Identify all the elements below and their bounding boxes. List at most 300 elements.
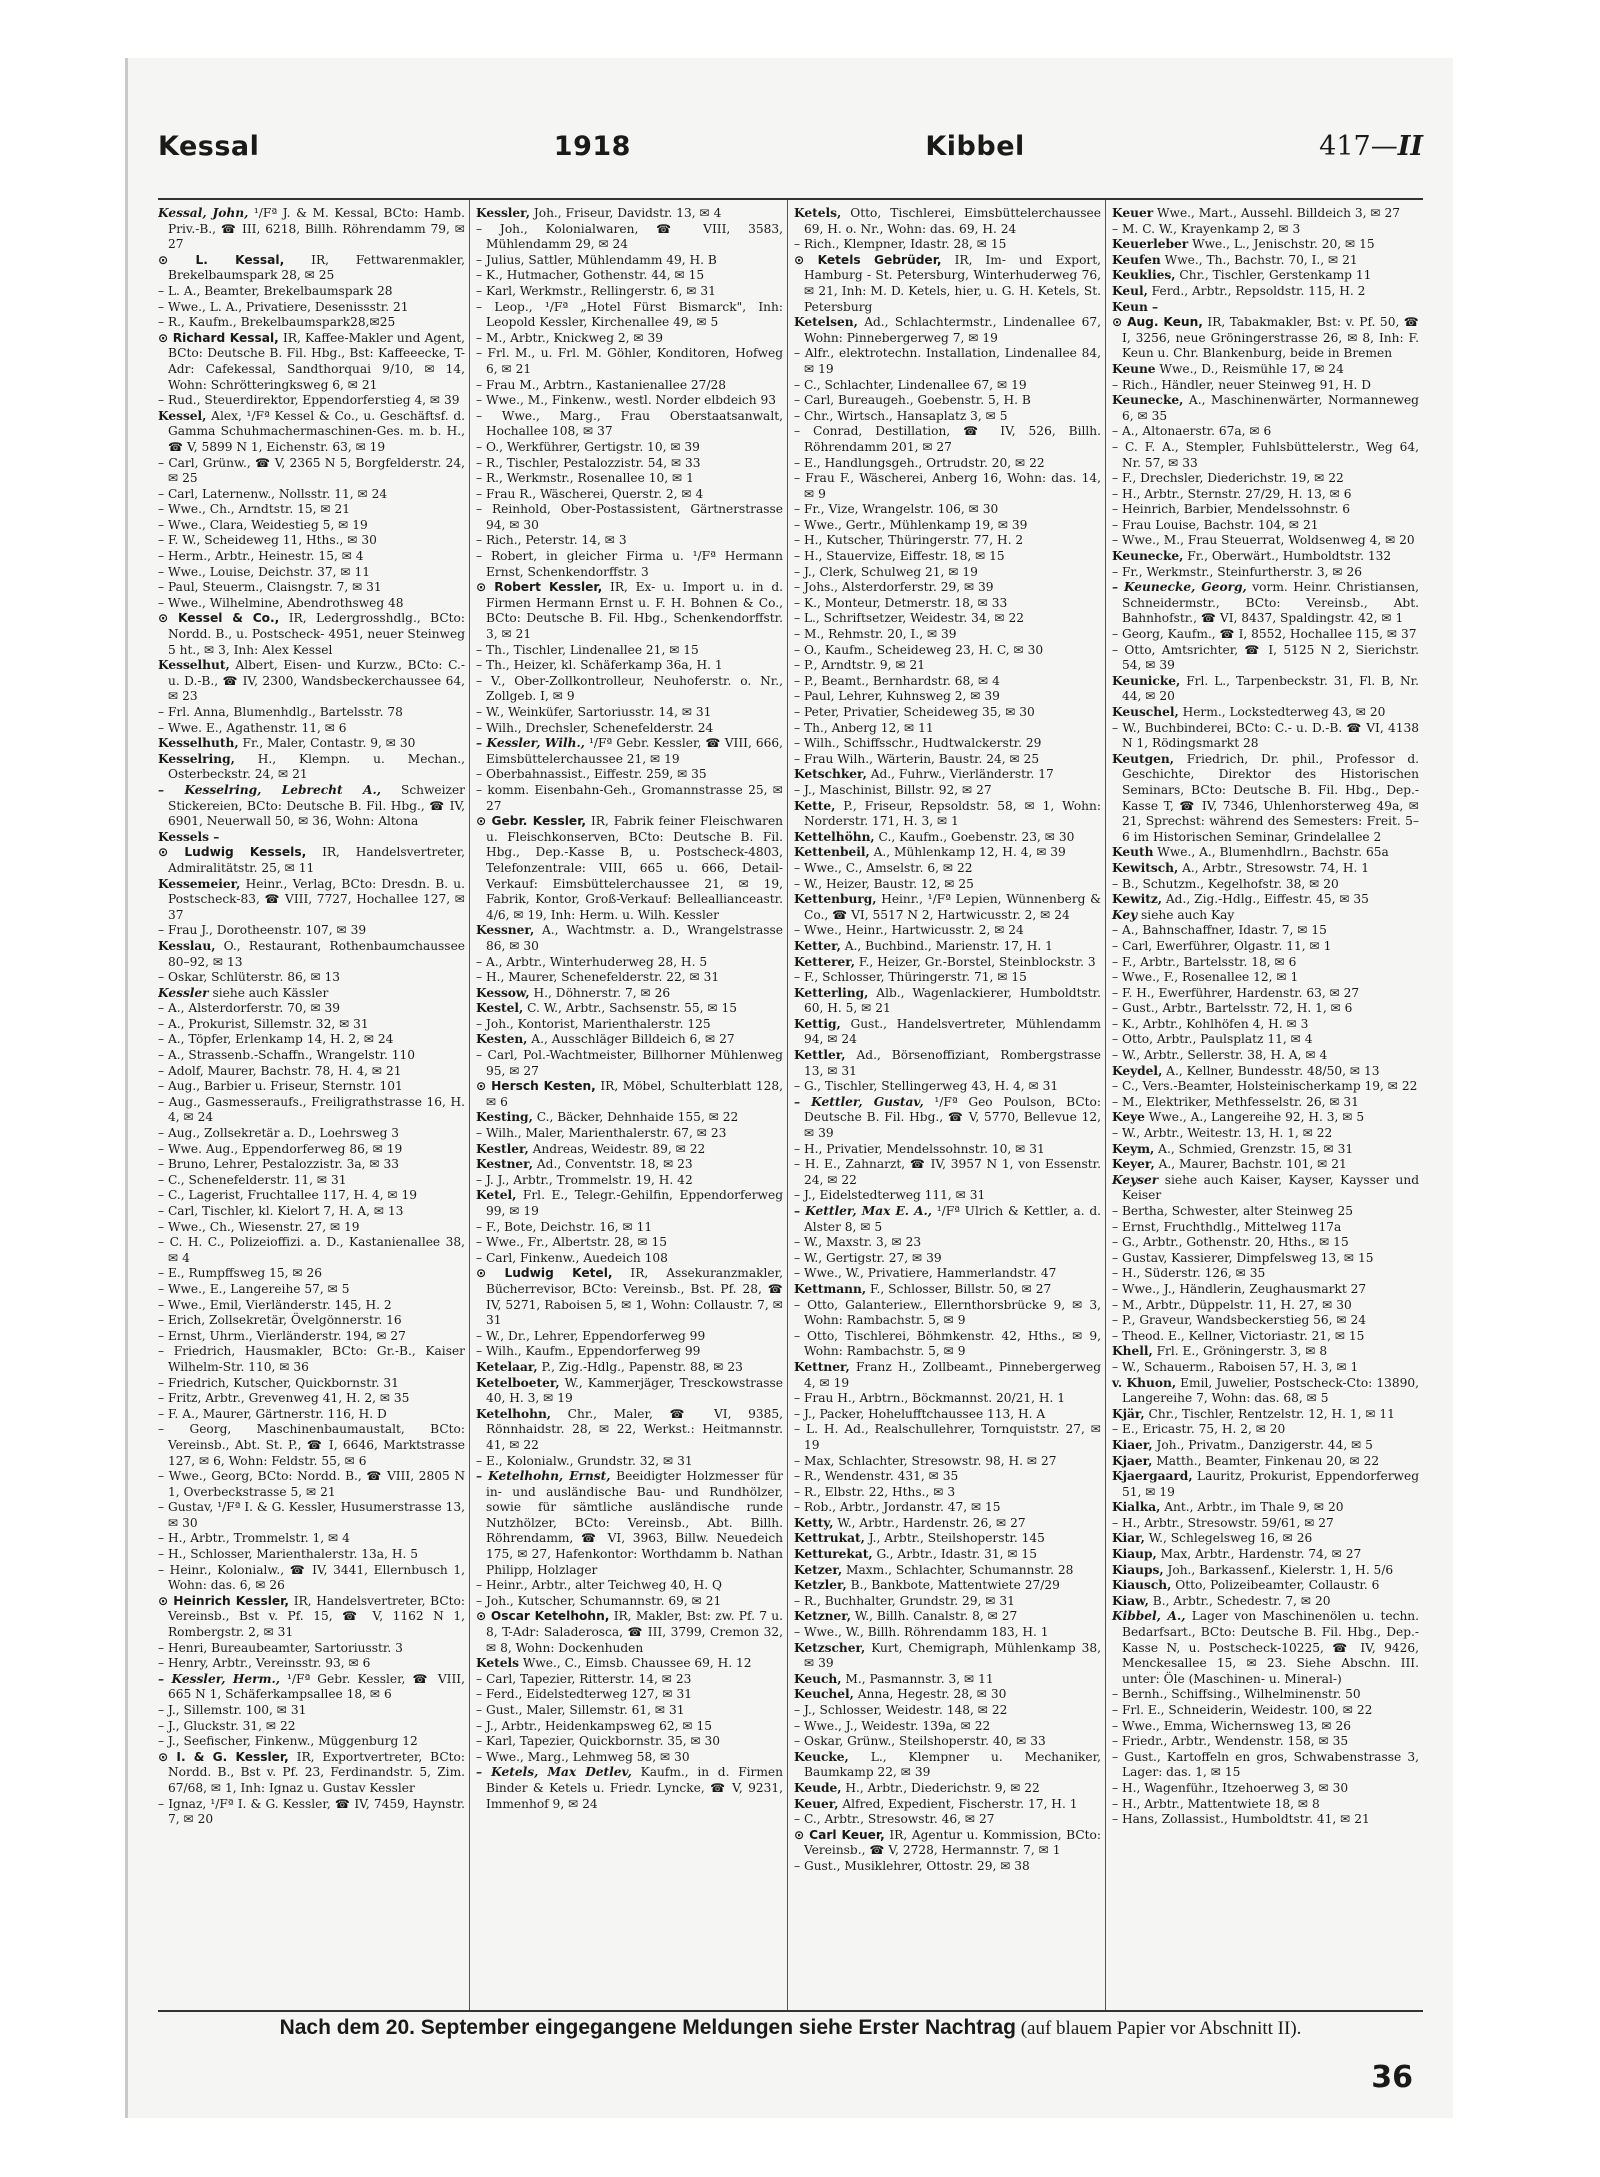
entry-details: – H., Arbtr., Trommelstr. 1, ✉ 4 [158, 1531, 350, 1546]
directory-entry [794, 892, 1101, 923]
directory-entry [476, 549, 783, 580]
directory-entry [794, 315, 1101, 346]
entry-details: – Wwe., Clara, Weidestieg 5, ✉ 19 [158, 517, 368, 532]
entry-name: Kesselring, [158, 751, 235, 766]
entry-details: – H., Maurer, Schenefelderstr. 22, ✉ 31 [476, 970, 720, 985]
entry-details: Alb., Wagenlackierer, Humboldtstr. 60, H. 5, ✉ 21 [804, 985, 1101, 1016]
directory-entry [794, 1298, 1101, 1329]
directory-entry [476, 1594, 783, 1610]
entry-details: IR, Handelsvertreter, BCto: Vereinsb., Bst v. Pf. 15, ☎ V, 1162 N 1, Rombergstr. 2, ✉ 31 [168, 1593, 466, 1640]
entry-details: – P., Arndtstr. 9, ✉ 21 [794, 658, 925, 673]
directory-entry [158, 487, 465, 503]
entry-details: – Otto, Galanteriew., Ellernthorsbrücke 9, ✉ 3, Wohn: Rambachstr. 5, ✉ 9 [794, 1297, 1101, 1328]
entry-name: Kesslau, [158, 938, 216, 953]
directory-entry [476, 1017, 783, 1033]
directory-entry [1112, 580, 1419, 627]
entry-details: – M., Arbtr., Knickweg 2, ✉ 39 [476, 330, 663, 345]
directory-entry [1112, 1750, 1419, 1781]
directory-entry [476, 1001, 783, 1017]
directory-entry [794, 845, 1101, 861]
entry-details: Wwe., Mart., Aussehl. Billdeich 3, ✉ 27 [1153, 206, 1400, 220]
directory-entry [476, 1126, 783, 1142]
directory-entry [158, 502, 465, 518]
directory-entry [158, 1188, 465, 1204]
entry-details: – L., Schriftsetzer, Weidestr. 34, ✉ 22 [794, 611, 1024, 626]
directory-entry [1112, 1438, 1419, 1454]
directory-entry [158, 1500, 465, 1531]
entry-name: Keude, [794, 1780, 842, 1795]
entry-details: – Gust., Maler, Sillemstr. 61, ✉ 31 [476, 1703, 685, 1717]
directory-entry [794, 830, 1101, 846]
directory-entry [794, 1469, 1101, 1485]
entry-details: Kurt, Chemigraph, Mühlenkamp 38, ✉ 39 [804, 1640, 1101, 1671]
directory-entry [794, 1329, 1101, 1360]
entry-details: – K., Monteur, Detmerstr. 18, ✉ 33 [794, 595, 1008, 610]
entry-name: Ketzer, [794, 1562, 843, 1577]
entry-details: C., Kaufm., Goebenstr. 23, ✉ 30 [874, 829, 1075, 844]
entry-details: – V., Ober-Zollkontrolleur, Neuhoferstr. o. Nr., Zollgeb. I, ✉ 9 [476, 673, 783, 704]
entry-name: Keuth [1112, 845, 1154, 860]
entry-details: IR, Handelsvertreter, Admiralitätstr. 25, ✉ 11 [168, 845, 465, 875]
directory-entry [1112, 1797, 1419, 1813]
entry-details: Herm., Lockstedterweg 43, ✉ 20 [1178, 705, 1386, 719]
directory-entry [1112, 1781, 1419, 1797]
entry-name: Kesten, [476, 1032, 528, 1047]
entry-details: – W., Dr., Lehrer, Eppendorferweg 99 [476, 1328, 706, 1343]
entry-name: Keye [1112, 1110, 1145, 1125]
directory-entry [1112, 362, 1419, 378]
directory-entry [1112, 1360, 1419, 1376]
header-year: 1918 [553, 130, 631, 162]
directory-entry [1112, 471, 1419, 487]
directory-entry [794, 799, 1101, 830]
directory-entry [1112, 1110, 1419, 1126]
entry-name: Kettenbeil, [794, 845, 870, 860]
directory-entry [1112, 908, 1419, 924]
directory-entry [476, 1734, 783, 1750]
entry-details: – W., Buchbinderei, BCto: C.- u. D.-B. ☎ VI, 4138 N 1, Rödingsmarkt 28 [1112, 720, 1419, 751]
entry-name: Kessow, [476, 985, 530, 1000]
directory-entry [476, 487, 783, 503]
directory-entry [794, 1750, 1101, 1781]
entry-details: – Wwe. Aug., Eppendorferweg 86, ✉ 19 [158, 1141, 403, 1156]
directory-entry [794, 549, 1101, 565]
directory-entry [794, 1500, 1101, 1516]
entry-details: – E., Handlungsgeh., Ortrudstr. 20, ✉ 22 [794, 455, 1045, 470]
directory-entry [1112, 206, 1419, 222]
entry-details: – Henry, Arbtr., Vereinsstr. 93, ✉ 6 [158, 1656, 371, 1671]
directory-entry [158, 1531, 465, 1547]
entry-details: – H., Süderstr. 126, ✉ 35 [1112, 1266, 1266, 1281]
directory-entry [476, 1656, 783, 1672]
directory-entry [158, 845, 465, 876]
entry-details: Frl. E., Telegr.-Gehilfin, Eppendorferweg 99, ✉ 19 [486, 1188, 783, 1218]
directory-entry [476, 970, 783, 986]
entry-details: – Wilh., Drechsler, Schenefelderstr. 24 [476, 720, 714, 735]
directory-entry [158, 409, 465, 456]
entry-name: Kesselhut, [158, 658, 230, 673]
entry-name: Keuerleber [1112, 237, 1189, 252]
directory-entry [794, 1048, 1101, 1079]
directory-entry [476, 331, 783, 347]
entry-details: A., Maschinenwärter, Normanneweg 6, ✉ 35 [1122, 393, 1419, 423]
entry-name: Ketzner, [794, 1609, 852, 1624]
entry-details: – Gust., Arbtr., Bartelsstr. 72, H. 1, ✉ 6 [1112, 1001, 1353, 1016]
entry-details: – Hans, Zollassist., Humboldtstr. 41, ✉ 21 [1112, 1812, 1370, 1827]
entry-details: – Frau F., Wäscherei, Anberg 16, Wohn: das. 14, ✉ 9 [794, 471, 1101, 501]
entry-details: A., Maurer, Bachstr. 101, ✉ 21 [1154, 1157, 1347, 1172]
entry-details: – Joh., Kolonialwaren, ☎ VIII, 3583, Mühlendamm 29, ✉ 24 [476, 221, 783, 252]
entry-details: B., Bankbote, Mattentwiete 27/29 [846, 1578, 1060, 1593]
directory-entry [1112, 284, 1419, 300]
entry-details: – Carl, Finkenw., Auedeich 108 [476, 1250, 668, 1265]
directory-entry [1112, 1547, 1419, 1563]
entry-details: – R., Tischler, Pestalozzistr. 54, ✉ 33 [476, 455, 701, 470]
directory-entry [1112, 970, 1419, 986]
entry-details: A., Mühlenkamp 12, H. 4, ✉ 39 [869, 845, 1066, 860]
entry-details: IR, Im- und Export, Hamburg - St. Petersburg, Winterhuderweg 76, ✉ 21, Inh: M. D. Ketels, hier, u. G. H. Ketels, St. Petersburg [804, 252, 1102, 314]
entry-details: Fr., Maler, Contastr. 9, ✉ 30 [238, 736, 416, 751]
directory-entry [794, 767, 1101, 783]
directory-entry [1112, 1204, 1419, 1220]
entry-details: – Wwe., M., Frau Steuerrat, Woldsenweg 4, ✉ 20 [1112, 533, 1415, 548]
entry-details: Wwe., A., Langereihe 92, H. 3, ✉ 5 [1144, 1110, 1365, 1125]
directory-entry [794, 596, 1101, 612]
entry-details: Ad., Schlachtermstr., Lindenallee 67, Wohn: Pinnebergerweg 7, ✉ 19 [804, 315, 1101, 345]
entry-name: ⊙ Hersch Kesten, [476, 1079, 596, 1094]
entry-name: Keyer, [1112, 1157, 1155, 1172]
directory-entry [794, 1360, 1101, 1391]
entry-name: Kettler, [794, 1048, 846, 1063]
entry-details: – C., Vers.-Beamter, Holsteinischerkamp 19, ✉ 22 [1112, 1079, 1418, 1094]
entry-details: IR, Tabakmakler, Bst: v. Pf. 50, ☎ I, 3256, neue Gröningerstrasse 26, ✉ 8, Inh: F. Keun u. Chr. Blankenburg, beide in Bremen [1122, 315, 1419, 361]
entry-details: ¹/Fª Gebr. Kessler, ☎ VIII, 665 N 1, Schäferkampsallee 18, ✉ 6 [168, 1671, 465, 1702]
directory-entry [794, 955, 1101, 971]
entry-details: – Karl, Werkmstr., Rellingerstr. 6, ✉ 31 [476, 283, 716, 298]
entry-details: – Wwe., Emma, Wichernsweg 13, ✉ 26 [1112, 1718, 1351, 1733]
entry-details: – B., Schutzm., Kegelhofstr. 38, ✉ 20 [1112, 876, 1339, 891]
entry-details: – Rud., Steuerdirektor, Eppendorferstieg 4, ✉ 39 [158, 393, 460, 408]
entry-name: Ketelboeter, [476, 1375, 560, 1390]
entry-details: A., Ausschläger Billdeich 6, ✉ 27 [527, 1032, 735, 1047]
directory-entry [794, 1547, 1101, 1563]
directory-entry [1112, 627, 1419, 643]
directory-entry [794, 643, 1101, 659]
header-page-number: 417—II [1319, 130, 1423, 162]
directory-entry [158, 1329, 465, 1345]
entry-details: Joh., Barkassenf., Kielerstr. 1, H. 5/6 [1163, 1562, 1394, 1577]
entry-details: – Carl, Pol.-Wachtmeister, Billhorner Mühlenweg 95, ✉ 27 [476, 1048, 783, 1078]
entry-details: – O., Kaufm., Scheideweg 23, H. C, ✉ 30 [794, 642, 1044, 657]
entry-name: Kjaer, [1112, 1453, 1153, 1468]
entry-details: – A., Arbtr., Winterhuderweg 28, H. 5 [476, 954, 708, 969]
directory-entry [794, 1407, 1101, 1423]
entry-details: ¹/Fª J. & M. Kessal, BCto: Hamb. Priv.-B., ☎ III, 6218, Billh. Röhrendamm 79, ✉ 27 [168, 206, 465, 252]
entry-details: – Leop., ¹/Fª „Hotel Fürst Bismarck", Inh: Leopold Kessler, Kirchenallee 49, ✉ 5 [476, 299, 783, 330]
entry-details: – Paul, Lehrer, Kuhnsweg 2, ✉ 39 [794, 689, 1000, 704]
directory-entry [1112, 1703, 1419, 1719]
entry-details: – Friedrich, Hausmakler, BCto: Gr.-B., Kaiser Wilhelm-Str. 110, ✉ 36 [158, 1344, 465, 1374]
entry-details: – W., Heizer, Baustr. 12, ✉ 25 [794, 876, 974, 891]
directory-entry [476, 658, 783, 674]
entry-details: – Wwe., Georg, BCto: Nordd. B., ☎ VIII, 2805 N 1, Overbeckstrasse 5, ✉ 21 [158, 1469, 465, 1499]
entry-details: – Herm., Arbtr., Heinestr. 15, ✉ 4 [158, 549, 364, 564]
directory-entry [794, 1516, 1101, 1532]
header-first-name: Kessal [158, 130, 260, 162]
entry-details: – Carl, Tapezier, Ritterstr. 14, ✉ 23 [476, 1671, 692, 1686]
entry-details: – Gust., Musiklehrer, Ottostr. 29, ✉ 38 [794, 1858, 1030, 1873]
directory-entry [158, 1064, 465, 1080]
entry-details: – Wwe., Ch., Wiesenstr. 27, ✉ 19 [158, 1219, 360, 1234]
directory-entry [476, 222, 783, 253]
entry-details: – Wilh., Schiffsschr., Hudtwalckerstr. 29 [794, 736, 1042, 751]
directory-entry [476, 346, 783, 377]
entry-details: – Reinhold, Ober-Postassistent, Gärtnerstrasse 94, ✉ 30 [476, 502, 783, 532]
directory-entry [158, 1079, 465, 1095]
directory-entry [158, 1422, 465, 1469]
entry-details: – W., Gertigstr. 27, ✉ 39 [794, 1250, 942, 1265]
entry-name: Kettner, [794, 1359, 850, 1374]
directory-entry [1112, 1563, 1419, 1579]
directory-entry [476, 1360, 783, 1376]
directory-entry [794, 1235, 1101, 1251]
directory-entry [794, 783, 1101, 799]
directory-entry [794, 378, 1101, 394]
entry-name: Keufen [1112, 252, 1161, 267]
entry-details: – Oberbahnassist., Eiffestr. 259, ✉ 35 [476, 767, 707, 782]
directory-entry [1112, 1687, 1419, 1703]
entry-details: – F., Bote, Deichstr. 16, ✉ 11 [476, 1219, 653, 1234]
entry-name: Kettrukat, [794, 1531, 865, 1546]
entry-name: Ketels [476, 1656, 519, 1671]
entry-name: ⊙ Ludwig Ketel, [476, 1266, 613, 1281]
entry-details: – H., Stauervize, Eiffestr. 18, ✉ 15 [794, 549, 1005, 564]
directory-entry [794, 456, 1101, 472]
directory-entry [794, 1812, 1101, 1828]
directory-entry [794, 1454, 1101, 1470]
entry-details: Emil, Juwelier, Postscheck-Cto: 13890, Langereihe 7, Wohn: das. 68, ✉ 5 [1122, 1375, 1419, 1406]
entry-details: – Frau M., Arbtrn., Kastanienallee 27/28 [476, 377, 727, 392]
entry-name: Ketturekat, [794, 1547, 873, 1562]
directory-entry [1112, 986, 1419, 1002]
entry-details: Max, Arbtr., Hardenstr. 74, ✉ 27 [1156, 1547, 1362, 1562]
entry-name: Keunicke, [1112, 673, 1181, 688]
entry-details: Chr., Tischler, Gerstenkamp 11 [1175, 268, 1372, 283]
entry-details: Friedrich, Dr. phil., Professor d. Geschichte, Direktor des Historischen Seminars, BCto: Deutsche B. Fil. Hbg., Dep.-Kasse T, ☎ IV, 7346, Uhlenhorsterweg 49a, ✉ 21, Sprechst: während des Semesters: Freit. 5–6 im Historischen Seminar, Grindelallee 2 [1122, 751, 1419, 844]
entry-details: – Frau R., Wäscherei, Querstr. 2, ✉ 4 [476, 486, 704, 501]
header-last-name: Kibbel [925, 130, 1025, 162]
entry-details: W., Kammerjäger, Tresckowstrasse 40, H. 3, ✉ 19 [486, 1375, 783, 1406]
directory-entry [476, 1266, 783, 1328]
entry-details: – Wwe., W., Billh. Röhrendamm 183, H. 1 [794, 1625, 1049, 1640]
directory-entry [476, 923, 783, 954]
directory-entry [158, 830, 465, 846]
directory-entry [794, 1781, 1101, 1797]
entry-details: Ferd., Arbtr., Repsoldstr. 115, H. 2 [1147, 283, 1366, 298]
directory-entry [158, 1407, 465, 1423]
directory-entry [158, 1001, 465, 1017]
entry-details: – W., Maxstr. 3, ✉ 23 [794, 1235, 922, 1250]
entry-name: Kettenburg, [794, 892, 877, 907]
entry-details: – R., Elbstr. 22, Hths., ✉ 3 [794, 1484, 956, 1499]
directory-entry [476, 206, 783, 222]
directory-entry [794, 1734, 1101, 1750]
entry-details: – Frau Louise, Bachstr. 104, ✉ 21 [1112, 517, 1319, 532]
entry-details: Joh., Privatm., Danzigerstr. 44, ✉ 5 [1152, 1437, 1373, 1452]
directory-entry [158, 1734, 465, 1750]
entry-details: F., Heizer, Gr.-Borstel, Steinblockstr. 3 [855, 954, 1096, 969]
directory-entry [158, 721, 465, 737]
directory-entry [1112, 487, 1419, 503]
entry-details: – Wwe., L. A., Privatiere, Desenissstr. 21 [158, 299, 409, 314]
entry-details: Lauritz, Prokurist, Eppendorferweg 51, ✉ 19 [1122, 1469, 1419, 1499]
entry-name: Ketzscher, [794, 1640, 866, 1655]
entry-details: IR, Assekuranzmakler, Bücherrevisor, BCto: Vereinsb., Bst. Pf. 28, ☎ IV, 5271, Raboisen 5, ✉ 1, Wohn: Collaustr. 7, ✉ 31 [486, 1266, 783, 1328]
footer-note-bold: Nach dem 20. September eingegangene Meldungen siehe Erster Nachtrag [279, 2016, 1016, 2039]
entry-details: – Johs., Alsterdorferstr. 29, ✉ 39 [794, 580, 994, 595]
entry-name: Kessler, [476, 206, 530, 220]
directory-entry [1112, 1064, 1419, 1080]
directory-entry [158, 1344, 465, 1375]
directory-entry [1112, 1235, 1419, 1251]
entry-details: – Frl. M., u. Frl. M. Göhler, Konditoren, Hofweg 6, ✉ 21 [476, 346, 783, 376]
entry-name: Kessal, John, [158, 206, 249, 220]
directory-entry [476, 1407, 783, 1454]
entry-details: – H., Kutscher, Thüringerstr. 77, H. 2 [794, 533, 1024, 548]
directory-entry [794, 502, 1101, 518]
directory-entry [158, 1298, 465, 1314]
directory-entry [158, 1032, 465, 1048]
directory-entry [476, 1235, 783, 1251]
entry-details: H., Döhnerstr. 7, ✉ 26 [529, 985, 671, 1000]
entry-details: – F. H., Ewerführer, Hardenstr. 63, ✉ 27 [1112, 985, 1360, 1000]
directory-entry [476, 1220, 783, 1236]
directory-entry [1112, 939, 1419, 955]
entry-details: – Joh., Kontorist, Marienthalerstr. 125 [476, 1016, 711, 1031]
entry-details: – J. J., Arbtr., Trommelstr. 19, H. 42 [476, 1172, 693, 1187]
directory-entry [476, 1376, 783, 1407]
directory-entry [794, 721, 1101, 737]
entry-name: v. Khuon, [1112, 1375, 1177, 1390]
entry-details: ¹/Fª Ulrich & Kettler, a. d. Alster 8, ✉ 5 [804, 1204, 1101, 1234]
entry-details: IR, Ex- u. Import u. in d. Firmen Hermann Ernst u. F. H. Bohnen & Co., BCto: Deutsche B. Fil. Hbg., Schenkendorffstr. 3, ✉ 21 [486, 580, 783, 642]
directory-entry [1112, 1048, 1419, 1064]
entry-details: – Wwe., Wilhelmine, Abendrothsweg 48 [158, 595, 404, 610]
entry-name: Kestler, [476, 1141, 529, 1156]
directory-entry [1112, 1376, 1419, 1407]
directory-entry [476, 1687, 783, 1703]
directory-entry [1112, 1173, 1419, 1204]
entry-details: A., Schmied, Grenzstr. 15, ✉ 31 [1154, 1141, 1354, 1156]
entry-details: – Wwe., Marg., Frau Oberstaatsanwalt, Hochallee 108, ✉ 37 [476, 408, 783, 439]
directory-entry [794, 1188, 1101, 1204]
entry-name: Keucke, [794, 1749, 849, 1764]
directory-entry [1112, 1157, 1419, 1173]
entry-details: G., Arbtr., Idastr. 31, ✉ 15 [872, 1547, 1037, 1562]
entry-details: – A., Prokurist, Sillemstr. 32, ✉ 31 [158, 1016, 369, 1031]
entry-name: Keuer, [794, 1796, 839, 1811]
directory-entry [158, 1641, 465, 1657]
entry-details: Ad., Börsenoffiziant, Rombergstrasse 13, ✉ 31 [804, 1048, 1101, 1078]
entry-details: Kaufm., in d. Firmen Binder & Ketels u. Friedr. Lyncke, ☎ V, 9231, Immenhof 9, ✉ 24 [486, 1765, 783, 1811]
entry-details: F., Schlosser, Billstr. 50, ✉ 27 [866, 1281, 1052, 1296]
directory-entry [794, 1531, 1101, 1547]
directory-entry [1112, 752, 1419, 846]
entry-details: – Wwe., Fr., Albertstr. 28, ✉ 15 [476, 1235, 667, 1250]
directory-entry [476, 1157, 783, 1173]
entry-name: Kjär, [1112, 1406, 1145, 1421]
entry-details: Otto, Polizeibeamter, Collaustr. 6 [1171, 1578, 1380, 1593]
entry-details: – Carl, Ewerführer, Olgastr. 11, ✉ 1 [1112, 938, 1332, 953]
entry-name: Kettelhöhn, [794, 829, 875, 844]
directory-entry [794, 1157, 1101, 1188]
entry-name: Kessemeier, [158, 876, 241, 891]
entry-details: W., Arbtr., Hardenstr. 26, ✉ 27 [833, 1515, 1026, 1530]
entry-details: P., Zig.-Hdlg., Papenstr. 88, ✉ 23 [537, 1359, 743, 1374]
directory-entry [794, 1282, 1101, 1298]
entry-details: – C., Lagerist, Fruchtallee 117, H. 4, ✉ 19 [158, 1188, 418, 1203]
entry-details: – Wwe., Louise, Deichstr. 37, ✉ 11 [158, 564, 370, 579]
entry-details: – Wwe., F., Rosenallee 12, ✉ 1 [1112, 970, 1299, 985]
directory-entry [794, 1797, 1101, 1813]
entry-name: Kiaer, [1112, 1437, 1153, 1452]
directory-entry [476, 268, 783, 284]
directory-page [125, 58, 1453, 2118]
entry-name: – Kessler, Herm., [158, 1671, 280, 1686]
directory-entry [476, 533, 783, 549]
entry-details: – Carl, Bureaugeh., Goebenstr. 5, H. B [794, 393, 1031, 408]
entry-details: – Wwe., J., Händlerin, Zeughausmarkt 27 [1112, 1281, 1367, 1296]
entry-details: W., Billh. Canalstr. 8, ✉ 27 [851, 1609, 1018, 1624]
directory-entry [1112, 1251, 1419, 1267]
entry-details: – J., Eidelstedterweg 111, ✉ 31 [794, 1188, 986, 1203]
entry-details: – Robert, in gleicher Firma u. ¹/Fª Hermann Ernst, Schenkendorffstr. 3 [476, 549, 783, 579]
directory-entry [476, 1251, 783, 1267]
entry-details: – R., Wendenstr. 431, ✉ 35 [794, 1469, 959, 1484]
directory-entry [158, 1563, 465, 1594]
entry-details: IR, Möbel, Schulterblatt 128, ✉ 6 [486, 1079, 783, 1109]
entry-details: – A., Bahnschaffner, Idastr. 7, ✉ 15 [1112, 923, 1327, 938]
directory-entry [794, 424, 1101, 455]
entry-details: Ad., Fuhrw., Vierländerstr. 17 [866, 767, 1054, 782]
directory-entry [1112, 1126, 1419, 1142]
entry-details: Ant., Arbtr., im Thale 9, ✉ 20 [1160, 1500, 1344, 1515]
entry-details: Joh., Friseur, Davidstr. 13, ✉ 4 [529, 206, 722, 220]
entry-details: – Wwe., M., Finkenw., westl. Norder elbdeich 93 [476, 393, 776, 408]
entry-details: – Frau Wilh., Wärterin, Baustr. 24, ✉ 25 [794, 751, 1040, 766]
directory-entry [794, 206, 1101, 237]
entry-details: – Friedr., Arbtr., Wendenstr. 158, ✉ 35 [1112, 1734, 1349, 1749]
directory-entry [794, 1017, 1101, 1048]
directory-entry [1112, 877, 1419, 893]
entry-name: Kestel, [476, 1001, 524, 1016]
entry-details: Maxm., Schlachter, Schumannstr. 28 [842, 1562, 1074, 1577]
entry-details: – J., Clerk, Schulweg 21, ✉ 19 [794, 564, 978, 579]
directory-entry [158, 1266, 465, 1282]
page-number: 36 [1371, 2060, 1413, 2095]
directory-entry [158, 1204, 465, 1220]
directory-entry [158, 752, 465, 783]
directory-entry [1112, 533, 1419, 549]
entry-name: ⊙ L. Kessal, [158, 252, 285, 267]
directory-entry [1112, 1594, 1419, 1610]
entry-details: – H., Arbtr., Stresowstr. 59/61, ✉ 27 [1112, 1515, 1334, 1530]
column-1 [158, 200, 469, 2010]
directory-entry [1112, 1329, 1419, 1345]
directory-entry [1112, 222, 1419, 238]
directory-entry [1112, 1142, 1419, 1158]
entry-name: ⊙ Richard Kessal, [158, 330, 279, 345]
